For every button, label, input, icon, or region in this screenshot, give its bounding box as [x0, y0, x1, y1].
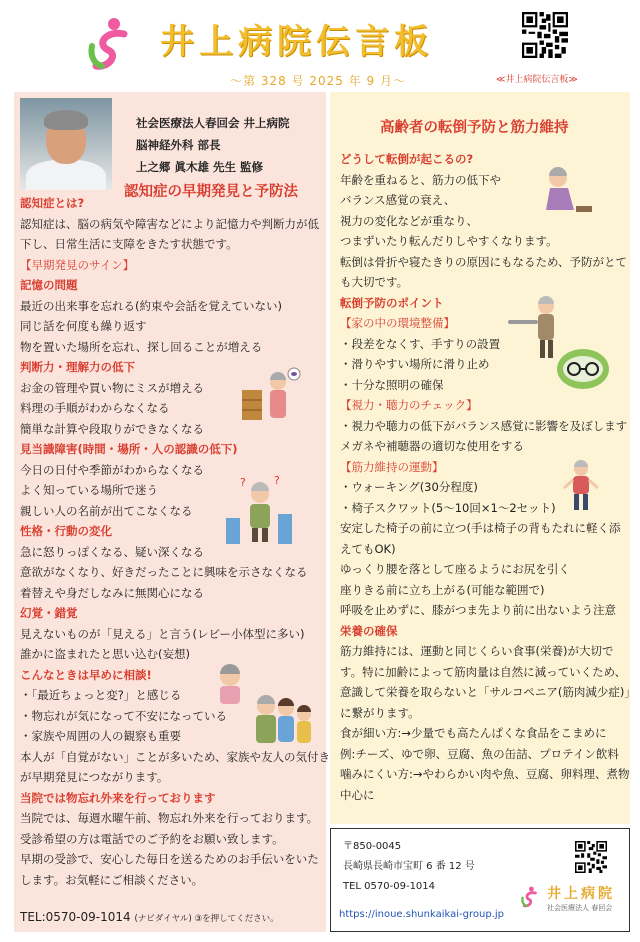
body-text-line: 意欲がなくなり、好きだったことに興味を示さなくなる	[20, 565, 308, 579]
footer-logo-icon	[521, 885, 541, 909]
supervisor-info	[136, 112, 290, 178]
section-heading: 幻覚・錯覚	[20, 606, 78, 620]
section-heading: 記憶の問題	[20, 278, 78, 292]
body-text-line: つまずいたり転んだりしやすくなります。	[340, 234, 558, 248]
body-text-line: 中心に	[340, 787, 375, 802]
hospital-contact-box	[330, 828, 630, 932]
body-text-line: も大切です。	[340, 275, 409, 289]
family-consultation-illustration	[210, 660, 314, 746]
section-heading: 性格・行動の変化	[20, 524, 112, 538]
issue-number: 〜第 328 号 2025 年 9 月〜	[230, 74, 406, 88]
hospital-website-link[interactable]: https://inoue.shunkaikai-group.jp	[339, 909, 504, 920]
newsletter-title: 井上病院伝言板	[160, 22, 433, 62]
doctor-photo	[20, 98, 112, 190]
glasses-case-icon	[556, 346, 610, 392]
svg-text:?: ?	[274, 474, 280, 487]
body-text-line: す。特に加齢によって筋肉量は自然に減っていくため、	[340, 664, 627, 679]
section-heading: どうして転倒が起こるの?	[340, 152, 474, 166]
body-text-line: よく知っている場所で迷う	[20, 483, 158, 497]
body-text-line: バランス感覚の衰え、	[340, 193, 456, 207]
svg-text:?: ?	[240, 476, 246, 489]
postal-code: 〒850-0045	[343, 841, 402, 852]
section-heading: 【家の中の環境整備】	[340, 316, 455, 330]
body-text-line: 下し、日常生活に支障をきたす状態です。	[20, 237, 238, 251]
body-text-line: ・滑りやすい場所に滑り止め	[340, 357, 490, 371]
body-text-line: 転倒は骨折や寝たきりの原因にもなるため、予防がとて	[340, 254, 628, 269]
body-text-line: します。お気軽にご相談ください。	[20, 872, 204, 887]
body-text-line: 料理の手順がわからなくなる	[20, 401, 170, 415]
phone-line	[20, 910, 279, 924]
hospital-address	[343, 837, 475, 897]
body-text-line: 最近の出来事を忘れる(約束や会話を覚えていない)	[20, 298, 282, 313]
hospital-phone[interactable]: TEL 0570-09-1014	[343, 881, 436, 892]
body-text-line: えてもOK)	[340, 541, 396, 556]
fallen-elderly-woman-illustration	[536, 164, 596, 220]
body-text-line: 筋力維持には、運動と同じくらい食事(栄養)が大切で	[340, 644, 614, 658]
body-text-line: ・「最近ちょっと変?」と感じる	[20, 688, 182, 702]
supervisor-org: 社会医療法人春回会 井上病院	[136, 116, 290, 130]
supervisor-name: 上之郷 眞木雄 先生 監修	[136, 160, 264, 174]
body-text-line: 受診希望の方は電話でのご予約をお願い致します。	[20, 831, 284, 846]
body-text-line: 噛みにくい方:→やわらかい肉や魚、豆腐、卵料理、煮物	[340, 767, 630, 781]
section-heading: 判断力・理解力の低下	[20, 360, 135, 374]
body-text-line: 年齢を重ねると、筋力の低下や	[340, 172, 501, 187]
dementia-article-title: 認知症の早期発見と予防法	[124, 184, 298, 200]
lost-elderly-man-illustration	[226, 474, 292, 544]
body-text-line: ・段差をなくす、手すりの設置	[340, 336, 501, 351]
section-heading: 見当識障害(時間・場所・人の認識の低下)	[20, 442, 238, 456]
body-text-line: 今日の日付や季節がわからなくなる	[20, 462, 204, 477]
section-heading: 認知症とは?	[20, 196, 85, 210]
supervisor-dept: 脳神経外科 部長	[136, 138, 221, 152]
confused-elderly-woman-illustration	[240, 364, 302, 424]
body-text-line: 誰かに盗まれたと思い込む(妄想)	[20, 647, 190, 661]
phone-number[interactable]: TEL:0570-09-1014	[20, 910, 131, 924]
body-text-line: 急に怒りっぽくなる、疑い深くなる	[20, 544, 204, 559]
section-heading: 当院では物忘れ外来を行っております	[20, 790, 216, 805]
qr-caption: ≪井上病院伝言板≫	[496, 75, 578, 85]
street-address: 長崎県長崎市宝町 6 番 12 号	[343, 861, 475, 872]
exercising-elderly-illustration	[562, 460, 600, 512]
qr-code-icon[interactable]	[522, 12, 568, 58]
body-text-line: お金の管理や買い物にミスが増える	[20, 380, 204, 395]
body-text-line: メガネや補聴器の適切な使用をする	[340, 439, 524, 453]
footer-qr-code-icon[interactable]	[575, 841, 607, 873]
section-heading: 【筋力維持の運動】	[340, 459, 444, 474]
hospital-name: 井上病院	[547, 886, 615, 902]
body-text-line: 認知症は、脳の病気や障害などにより記憶力や判断力が低	[20, 216, 319, 231]
body-text-line: 座りきる前に立ち上がる(可能な範囲で)	[340, 582, 545, 597]
body-text-line: ・十分な照明の確保	[340, 377, 444, 392]
body-text-line: 親しい人の名前が出てこなくなる	[20, 503, 193, 518]
body-text-line: に繋がります。	[340, 705, 420, 720]
body-text-line: 本人が「自覚がない」ことが多いため、家族や友人の気付き	[20, 749, 331, 764]
body-text-line: ・物忘れが気になって不安になっている	[20, 708, 227, 723]
phone-note: (ナビダイヤル) ③を押してください。	[134, 914, 279, 924]
body-text-line: 物を置いた場所を忘れ、探し回ることが増える	[20, 339, 263, 354]
body-text-line: 簡単な計算や段取りができなくなる	[20, 421, 204, 436]
body-text-line: ・椅子スクワット(5〜10回×1〜2セット)	[340, 500, 556, 515]
body-text-line: 視力の変化などが重なり、	[340, 213, 478, 228]
fall-prevention-article-title: 高齢者の転倒予防と筋力維持	[380, 120, 569, 136]
body-text-line: が早期発見につながります。	[20, 770, 169, 784]
body-text-line: 安定した椅子の前に立つ(手は椅子の背もたれに軽く添	[340, 521, 621, 535]
section-heading: 栄養の確保	[340, 623, 398, 638]
body-text-line: 着替えや身だしなみに無関心になる	[20, 585, 204, 600]
body-text-line: ・家族や周囲の人の観察も重要	[20, 729, 181, 743]
hospital-corporation: 社会医療法人 春回会	[547, 904, 613, 912]
header	[0, 0, 640, 96]
section-heading: 【視力・聴力のチェック】	[340, 398, 478, 412]
body-text-line: 早期の受診で、安心した毎日を送るためのお手伝いをいた	[20, 852, 319, 866]
body-text-line: 見えないものが「見える」と言う(レビー小体型に多い)	[20, 626, 305, 641]
body-text-line: 当院では、毎週水曜午前、物忘れ外来を行っております。	[20, 811, 319, 825]
section-heading: こんなときは早めに相談!	[20, 667, 152, 682]
body-text-line: 食が細い方:→少量でも高たんぱくな食品をこまめに	[340, 726, 607, 740]
body-text-line: ・視力や聴力の低下がバランス感覚に影響を及ぼします	[340, 418, 628, 433]
hospital-logo-icon	[88, 16, 138, 72]
body-text-line: 同じ話を何度も繰り返す	[20, 319, 147, 333]
body-text-line: ・ウォーキング(30分程度)	[340, 480, 478, 494]
section-heading: 転倒予防のポイント	[340, 295, 444, 310]
body-text-line: ゆっくり腰を落として座るようにお尻を引く	[340, 562, 570, 576]
body-text-line: 意識して栄養を取らないと「サルコペニア(筋肉減少症)」	[340, 685, 636, 699]
body-text-line: 呼吸を止めずに、膝がつま先より前に出ないよう注意	[340, 603, 616, 617]
body-text-line: 例:チーズ、ゆで卵、豆腐、魚の缶詰、プロテイン飲料	[340, 746, 619, 761]
section-heading: 【早期発見のサイン】	[20, 257, 135, 272]
